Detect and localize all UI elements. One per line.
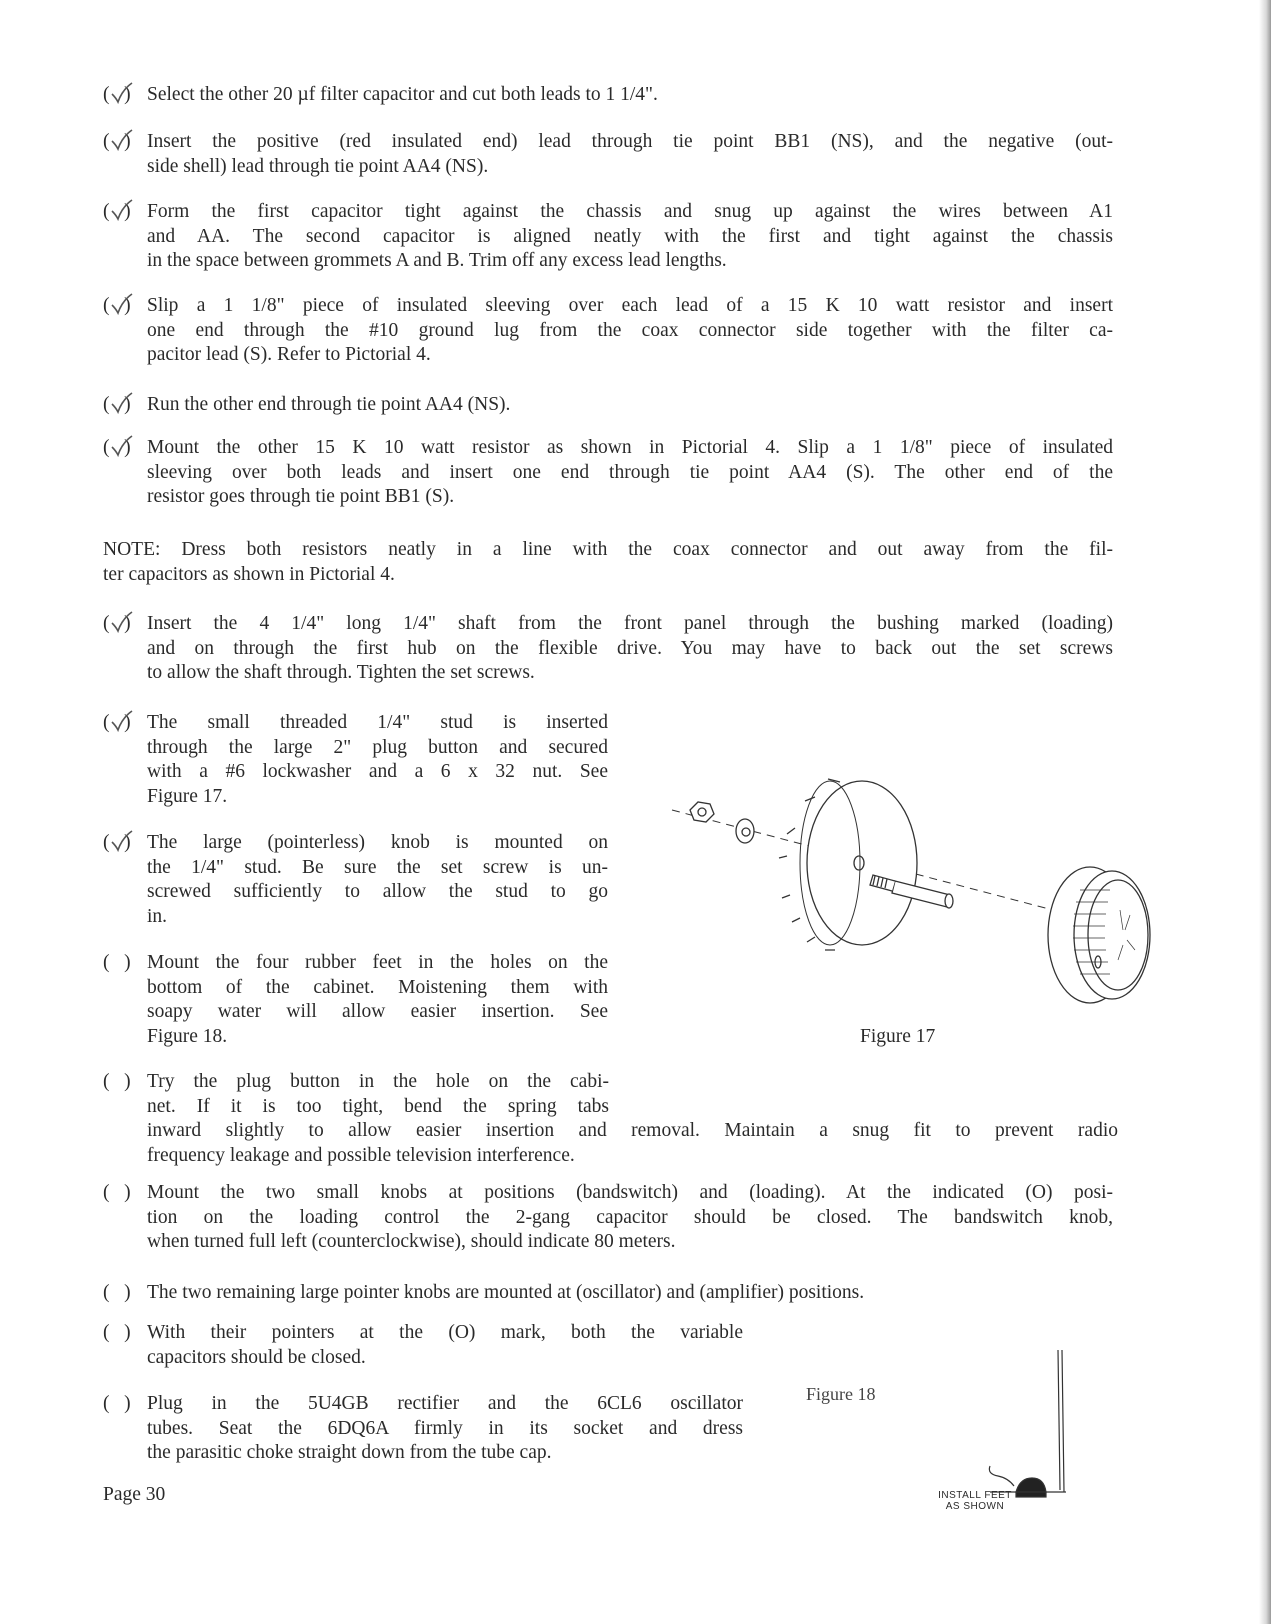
step-text-line: Plug in the 5U4GB rectifier and the 6CL6 oscillator xyxy=(147,1393,743,1414)
step-text-line: The two remaining large pointer knobs are mounted at (oscillator) and (amplifier) positions. xyxy=(147,1282,865,1303)
page-number: Page 30 xyxy=(103,1484,166,1505)
checkmark-icon xyxy=(108,290,134,316)
checkmark-icon xyxy=(108,707,134,733)
checkmark-icon xyxy=(108,389,134,415)
figure-17-illustration xyxy=(640,730,1160,1030)
step-checkbox[interactable] xyxy=(103,1181,147,1206)
open-paren: ( xyxy=(103,832,110,853)
step-item xyxy=(103,393,1113,418)
close-paren: ) xyxy=(124,84,131,105)
step-text-line: the 1/4" stud. Be sure the set screw is un- xyxy=(147,856,608,878)
step-item xyxy=(103,1321,743,1370)
close-paren: ) xyxy=(124,1393,131,1414)
note-text-line: ter capacitors as shown in Pictorial 4. xyxy=(103,563,395,585)
open-paren: ( xyxy=(103,952,110,973)
close-paren: ) xyxy=(124,201,131,222)
step-text-line: Mount the other 15 K 10 watt resistor as shown in Pictorial 4. Slip a 1 1/8" piece of insulated xyxy=(147,437,1113,458)
step-checkbox[interactable] xyxy=(103,831,147,856)
step-text-line: screwed sufficiently to allow the stud to go xyxy=(147,881,608,903)
step-text-line: The large (pointerless) knob is mounted on xyxy=(147,832,608,853)
step-text-line: in the space between grommets A and B. Trim off any excess lead lengths. xyxy=(147,250,727,272)
step-text-line: and on through the first hub on the flexible drive. You may have to back out the set screws xyxy=(147,637,1113,659)
open-paren: ( xyxy=(103,1071,110,1092)
open-paren: ( xyxy=(103,84,110,105)
step-text-line: Select the other 20 µf filter capacitor and cut both leads to 1 1/4". xyxy=(147,84,658,105)
checkmark-icon xyxy=(108,79,134,105)
step-text-line: to allow the shaft through. Tighten the set screws. xyxy=(147,662,535,684)
step-checkbox[interactable] xyxy=(103,294,147,319)
figure-18-caption: Figure 18 xyxy=(806,1384,876,1404)
close-paren: ) xyxy=(124,952,131,973)
checkmark-icon xyxy=(108,126,134,152)
close-paren: ) xyxy=(124,394,131,415)
step-text-line: in. xyxy=(147,905,168,927)
step-item xyxy=(103,436,1113,510)
close-paren: ) xyxy=(124,832,131,853)
step-text-line: and AA. The second capacitor is aligned neatly with the first and tight against the chassis xyxy=(147,225,1113,247)
open-paren: ( xyxy=(103,295,110,316)
open-paren: ( xyxy=(103,201,110,222)
step-text-line: when turned full left (counterclockwise), should indicate 80 meters. xyxy=(147,1231,676,1253)
open-paren: ( xyxy=(103,1393,110,1414)
close-paren: ) xyxy=(124,295,131,316)
step-checkbox[interactable] xyxy=(103,130,147,155)
step-checkbox[interactable] xyxy=(103,1392,147,1417)
step-item xyxy=(103,1281,1118,1306)
close-paren: ) xyxy=(124,437,131,458)
hex-nut-icon xyxy=(690,802,714,822)
step-checkbox[interactable] xyxy=(103,1321,147,1346)
lockwasher-icon xyxy=(736,819,754,843)
step-item xyxy=(103,711,608,809)
open-paren: ( xyxy=(103,712,110,733)
note-paragraph xyxy=(103,538,1113,587)
step-text-line: bottom of the cabinet. Moistening them with xyxy=(147,976,608,998)
step-item xyxy=(103,951,608,1049)
step-text-line: soapy water will allow easier insertion. See xyxy=(147,1001,608,1023)
open-paren: ( xyxy=(103,1322,110,1343)
step-text-line: pacitor lead (S). Refer to Pictorial 4. xyxy=(147,344,431,366)
knob-icon xyxy=(1048,867,1150,1003)
step-checkbox[interactable] xyxy=(103,1070,147,1095)
step-text-line: Form the first capacitor tight against the chassis and snug up against the wires between A1 xyxy=(147,201,1113,222)
open-paren: ( xyxy=(103,613,110,634)
step-checkbox[interactable] xyxy=(103,951,147,976)
checkmark-icon xyxy=(108,827,134,853)
close-paren: ) xyxy=(124,613,131,634)
step-text-line: Insert the 4 1/4" long 1/4" shaft from the front panel through the bushing marked (loading) xyxy=(147,613,1113,634)
step-text-line: With their pointers at the (O) mark, both the variable xyxy=(147,1322,743,1343)
close-paren: ) xyxy=(124,131,131,152)
step-item xyxy=(103,83,1113,108)
step-text-line: inward slightly to allow easier insertion and removal. Maintain a snug fit to prevent radio xyxy=(147,1120,1118,1142)
step-checkbox[interactable] xyxy=(103,200,147,225)
open-paren: ( xyxy=(103,131,110,152)
step-text-line: Run the other end through tie point AA4 (NS). xyxy=(147,394,511,415)
step-text-line: Figure 17. xyxy=(147,785,228,807)
checkmark-icon xyxy=(108,608,134,634)
step-item xyxy=(103,294,1113,368)
open-paren: ( xyxy=(103,394,110,415)
step-text-line: Slip a 1 1/8" piece of insulated sleeving over each lead of a 15 K 10 watt resistor and insert xyxy=(147,295,1113,316)
step-checkbox[interactable] xyxy=(103,83,147,108)
step-item xyxy=(103,1392,743,1466)
step-text-line: capacitors should be closed. xyxy=(147,1346,366,1368)
checkmark-icon xyxy=(108,432,134,458)
note-text-line: NOTE: Dress both resistors neatly in a line with the coax connector and out away from the fil- xyxy=(103,539,1113,560)
checkmark-icon xyxy=(108,196,134,222)
scan-page-edge xyxy=(1259,0,1271,1624)
step-checkbox[interactable] xyxy=(103,612,147,637)
step-text-line: Try the plug button in the hole on the cabi- xyxy=(147,1071,609,1092)
close-paren: ) xyxy=(124,712,131,733)
step-item xyxy=(103,130,1113,179)
step-text-line: Mount the two small knobs at positions (bandswitch) and (loading). At the indicated (O) posi- xyxy=(147,1182,1113,1203)
close-paren: ) xyxy=(124,1071,131,1092)
step-checkbox[interactable] xyxy=(103,436,147,461)
step-checkbox[interactable] xyxy=(103,1281,147,1306)
figure-17-caption: Figure 17 xyxy=(860,1026,936,1047)
step-item xyxy=(103,1070,1118,1168)
step-text-line: frequency leakage and possible television interference. xyxy=(147,1144,575,1166)
step-text-line: Insert the positive (red insulated end) lead through tie point BB1 (NS), and the negative (out- xyxy=(147,131,1113,152)
step-text-line: The small threaded 1/4" stud is inserted xyxy=(147,712,608,733)
step-text-line: Figure 18. xyxy=(147,1025,228,1047)
step-text-line: Mount the four rubber feet in the holes on the xyxy=(147,952,608,973)
step-text-line: sleeving over both leads and insert one end through tie point AA4 (S). The other end of the xyxy=(147,461,1113,483)
figure-18-label-line1: INSTALL FEET xyxy=(938,1490,1012,1501)
step-text-line: one end through the #10 ground lug from the coax connector side together with the filter ca- xyxy=(147,319,1113,341)
step-text-line: the parasitic choke straight down from the tube cap. xyxy=(147,1442,552,1464)
step-item xyxy=(103,612,1113,686)
close-paren: ) xyxy=(124,1182,131,1203)
step-item xyxy=(103,1181,1113,1255)
figure-18-label-line2: AS SHOWN xyxy=(945,1501,1005,1512)
step-text-line: through the large 2" plug button and secured xyxy=(147,736,608,758)
plug-button-icon xyxy=(779,779,917,950)
open-paren: ( xyxy=(103,437,110,458)
step-item xyxy=(103,200,1113,274)
close-paren: ) xyxy=(124,1282,131,1303)
step-text-line: with a #6 lockwasher and a 6 x 32 nut. See xyxy=(147,761,608,783)
step-text-line: net. If it is too tight, bend the spring tabs xyxy=(147,1095,609,1117)
step-checkbox[interactable] xyxy=(103,393,147,418)
step-text-line: tion on the loading control the 2-gang capacitor should be closed. The bandswitch knob, xyxy=(147,1206,1113,1228)
step-checkbox[interactable] xyxy=(103,711,147,736)
open-paren: ( xyxy=(103,1282,110,1303)
step-item xyxy=(103,831,608,929)
open-paren: ( xyxy=(103,1182,110,1203)
step-text-line: tubes. Seat the 6DQ6A firmly in its socket and dress xyxy=(147,1417,743,1439)
close-paren: ) xyxy=(124,1322,131,1343)
figure-18-illustration xyxy=(980,1340,1080,1520)
step-text-line: side shell) lead through tie point AA4 (NS). xyxy=(147,155,489,177)
rubber-foot-icon xyxy=(1016,1478,1046,1492)
step-text-line: resistor goes through tie point BB1 (S). xyxy=(147,486,455,508)
